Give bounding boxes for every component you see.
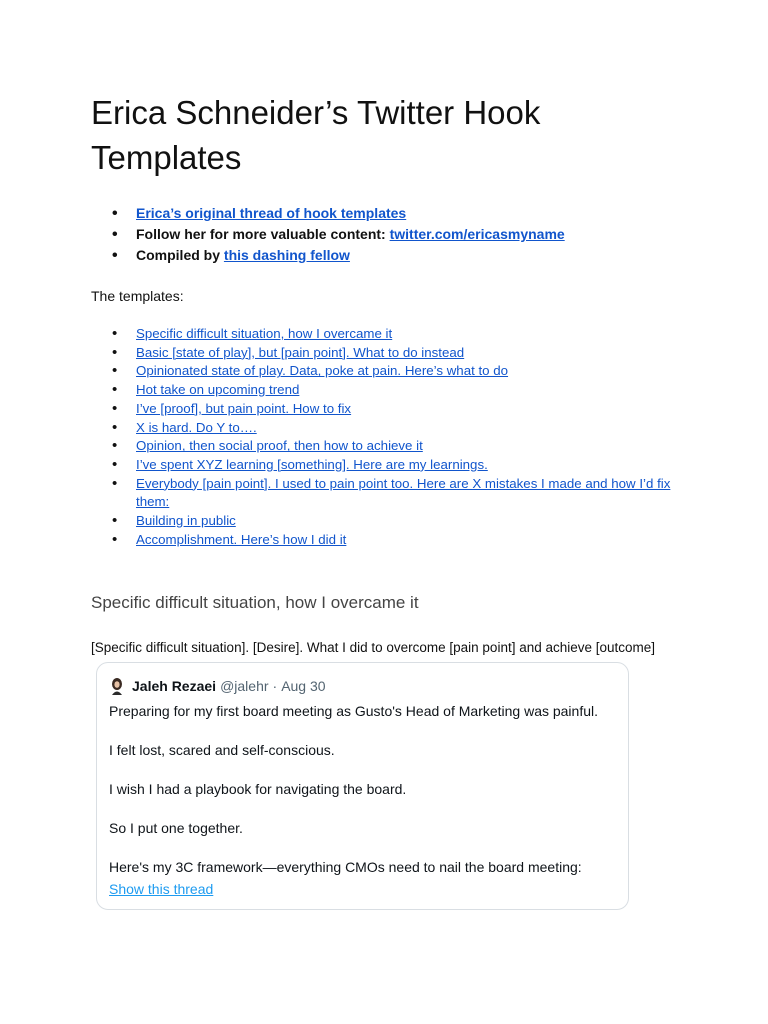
- template-link[interactable]: Opinionated state of play. Data, poke at pain. Here’s what to do: [136, 363, 509, 379]
- list-item: [112, 512, 692, 531]
- list-item: [112, 344, 692, 363]
- follow-label: Follow her for more valuable content:: [136, 226, 390, 242]
- template-link[interactable]: Specific difficult situation, how I overcame it: [136, 326, 393, 341]
- template-link[interactable]: I’ve spent XYZ learning [something]. Here are my learnings.: [136, 456, 488, 472]
- list-item: [112, 224, 672, 245]
- templates-intro: The templates:: [91, 288, 184, 304]
- list-item: [112, 456, 692, 475]
- original-thread-link[interactable]: Erica’s original thread of hook templates: [136, 205, 407, 221]
- section-heading: Specific difficult situation, how I overcame it: [91, 593, 419, 612]
- tweet-paragraph: I wish I had a playbook for navigating the board.: [109, 781, 407, 797]
- page-title: Erica Schneider’s Twitter Hook Templates: [91, 94, 541, 176]
- template-link[interactable]: Accomplishment. Here’s how I did it: [136, 531, 347, 547]
- list-item: [112, 400, 692, 419]
- list-item: [112, 475, 692, 512]
- tweet-paragraph: Here's my 3C framework—everything CMOs need to nail the board meeting:: [109, 859, 582, 875]
- template-formula: [Specific difficult situation]. [Desire]. What I did to overcome [pain point] and achieve [outcome]: [91, 640, 656, 655]
- template-link[interactable]: Building in public: [136, 513, 236, 529]
- tweet-separator: ·: [272, 678, 278, 694]
- template-link[interactable]: Everybody [pain point]. I used to pain point too. Here are X mistakes I made and how I’d fix them:: [136, 475, 671, 510]
- list-item: [112, 245, 672, 266]
- list-item: [112, 362, 692, 381]
- template-link[interactable]: I’ve [proof], but pain point. How to fix: [136, 400, 352, 416]
- template-link[interactable]: Basic [state of play], but [pain point]. What to do instead: [136, 344, 465, 360]
- list-item: [112, 531, 692, 550]
- tweet-author-handle[interactable]: @jalehr: [220, 678, 269, 694]
- twitter-profile-link[interactable]: twitter.com/ericasmyname: [389, 226, 565, 242]
- list-item: [112, 437, 692, 456]
- list-item: [112, 203, 672, 224]
- tweet-author-name[interactable]: Jaleh Rezaei: [132, 678, 217, 694]
- tweet-body: [109, 701, 619, 877]
- list-item: [112, 381, 692, 400]
- compiled-label: Compiled by: [136, 247, 224, 263]
- compiler-link[interactable]: this dashing fellow: [223, 247, 350, 263]
- embedded-tweet[interactable]: [96, 662, 629, 910]
- template-link[interactable]: X is hard. Do Y to….: [136, 419, 257, 435]
- show-thread-link[interactable]: Show this thread: [109, 881, 214, 897]
- tweet-header: [109, 677, 326, 695]
- template-link[interactable]: Opinion, then social proof, then how to achieve it: [136, 438, 423, 454]
- template-link[interactable]: Hot take on upcoming trend: [136, 382, 300, 398]
- meta-list: [112, 203, 672, 266]
- tweet-paragraph: I felt lost, scared and self-conscious.: [109, 742, 335, 758]
- templates-list: [112, 325, 692, 549]
- tweet-paragraph: Preparing for my first board meeting as Gusto's Head of Marketing was painful.: [109, 703, 599, 719]
- tweet-date[interactable]: Aug 30: [281, 678, 326, 694]
- list-item: [112, 325, 692, 344]
- avatar[interactable]: [109, 677, 125, 695]
- tweet-paragraph: So I put one together.: [109, 820, 243, 836]
- list-item: [112, 419, 692, 438]
